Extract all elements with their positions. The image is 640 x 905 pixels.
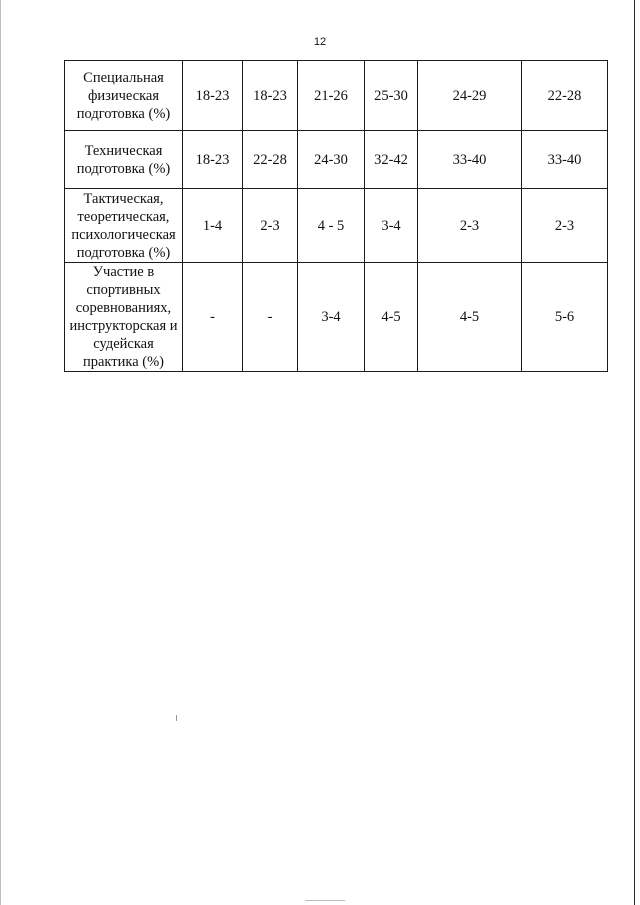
table-cell: 4 - 5 [298, 189, 365, 263]
table-row [65, 61, 608, 131]
table-cell: 22-28 [522, 61, 608, 131]
table-cell: - [243, 263, 298, 372]
table-cell: 32-42 [365, 131, 418, 189]
training-plan-table [64, 60, 608, 372]
table-cell: 21-26 [298, 61, 365, 131]
table-row [65, 131, 608, 189]
row-label: Участие в спортивных соревнованиях, инструкторская и судейская практика (%) [65, 263, 183, 372]
table-cell: 25-30 [365, 61, 418, 131]
table-row [65, 189, 608, 263]
table-cell: 5-6 [522, 263, 608, 372]
scan-artifact [176, 715, 177, 721]
page-edge-right [634, 0, 635, 905]
row-label: Тактическая, теоретическая, психологическая подготовка (%) [65, 189, 183, 263]
table-cell: 24-29 [418, 61, 522, 131]
table-cell: 2-3 [522, 189, 608, 263]
scan-artifact [305, 900, 345, 901]
table-cell: 1-4 [183, 189, 243, 263]
table-cell: 18-23 [183, 131, 243, 189]
table-cell: 3-4 [365, 189, 418, 263]
table-cell: 2-3 [418, 189, 522, 263]
table-cell: 33-40 [418, 131, 522, 189]
page-number: 12 [313, 36, 327, 48]
table-cell: 3-4 [298, 263, 365, 372]
table-cell: 24-30 [298, 131, 365, 189]
table-cell: - [183, 263, 243, 372]
table-cell: 2-3 [243, 189, 298, 263]
table-cell: 22-28 [243, 131, 298, 189]
row-label: Техническая подготовка (%) [65, 131, 183, 189]
table-cell: 4-5 [365, 263, 418, 372]
page-edge-left [0, 0, 1, 905]
table-cell: 33-40 [522, 131, 608, 189]
table-cell: 18-23 [243, 61, 298, 131]
table-row [65, 263, 608, 372]
table-cell: 18-23 [183, 61, 243, 131]
row-label: Специальная физическая подготовка (%) [65, 61, 183, 131]
table-cell: 4-5 [418, 263, 522, 372]
